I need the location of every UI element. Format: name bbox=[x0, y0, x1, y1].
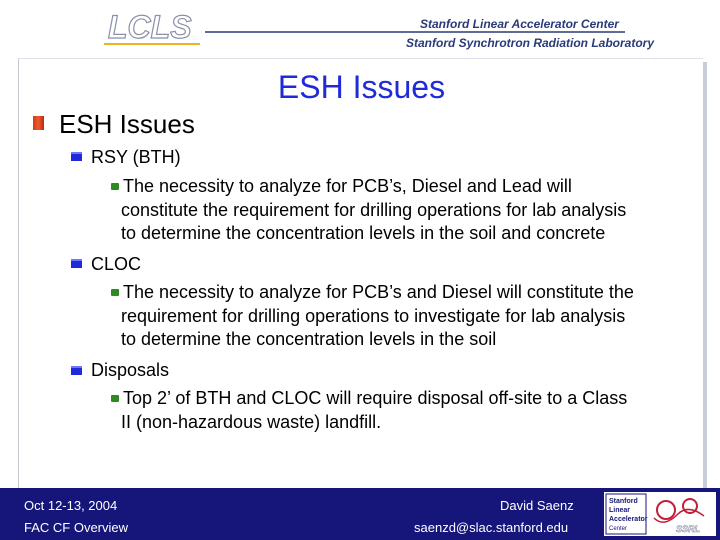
section-item-cloc-line-3: to determine the concentration levels in the soil bbox=[121, 329, 497, 349]
slac-lab-name: Stanford Linear Accelerator Center bbox=[420, 17, 619, 31]
section-item-cloc-line-1: The necessity to analyze for PCB’s and Diesel will constitute the bbox=[123, 282, 634, 302]
footer-date: Oct 12-13, 2004 bbox=[24, 498, 118, 513]
ssrl-lab-name: Stanford Synchrotron Radiation Laboratory bbox=[406, 36, 655, 50]
slide-content bbox=[18, 58, 703, 488]
logo-line-linear: Linear bbox=[609, 507, 631, 514]
section-item-disposals-line-2: II (non-hazardous waste) landfill. bbox=[121, 411, 382, 432]
section-bullet-icon bbox=[71, 259, 82, 268]
logo-line-accelerator: Accelerator bbox=[609, 516, 648, 523]
section-item-rsy-bth-line-1: The necessity to analyze for PCB’s, Diesel and Lead will bbox=[123, 176, 572, 196]
slide-header bbox=[0, 0, 720, 58]
logo-line-stanford: Stanford bbox=[609, 498, 638, 505]
section-label-cloc: CLOC bbox=[91, 254, 142, 274]
lcls-logo bbox=[104, 8, 200, 48]
logo-line-center: Center bbox=[609, 526, 628, 532]
item-bullet-icon bbox=[111, 289, 119, 296]
section-label-rsy-bth: RSY (BTH) bbox=[91, 147, 181, 167]
slac-ssrl-logo bbox=[604, 492, 716, 536]
section-item-rsy-bth-line-2: constitute the requirement for drilling operations for lab analysis bbox=[121, 199, 627, 220]
section-item-disposals-line-1: Top 2’ of BTH and CLOC will require disposal off-site to a Class bbox=[123, 388, 628, 408]
item-bullet-icon bbox=[111, 183, 119, 190]
slide-heading: ESH Issues bbox=[59, 109, 195, 139]
lcls-logo-text: LCLS bbox=[108, 9, 192, 45]
section-label-disposals: Disposals bbox=[91, 360, 170, 380]
footer-author: David Saenz bbox=[500, 498, 574, 513]
heading-bullet-icon bbox=[33, 116, 44, 130]
section-item-rsy-bth-line-3: to determine the concentration levels in the soil and concrete bbox=[121, 223, 606, 243]
ssrl-mark: SSRL bbox=[676, 524, 701, 534]
footer-event: FAC CF Overview bbox=[24, 520, 129, 535]
slide-title: ESH Issues bbox=[277, 69, 446, 105]
item-bullet-icon bbox=[111, 395, 119, 402]
section-bullet-icon bbox=[71, 366, 82, 375]
footer-email: saenzd@slac.stanford.edu bbox=[414, 520, 569, 535]
section-item-cloc-line-2: requirement for drilling operations to investigate for lab analysis bbox=[121, 305, 626, 326]
section-bullet-icon bbox=[71, 152, 82, 161]
